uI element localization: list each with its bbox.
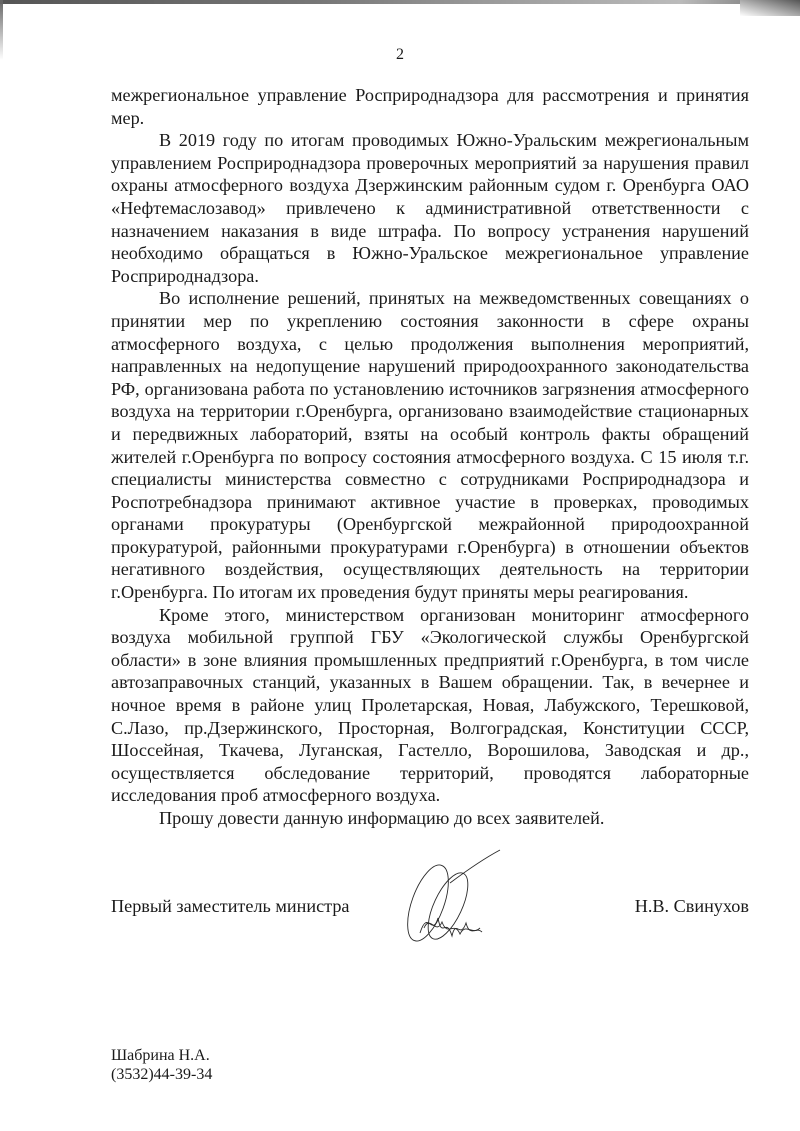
executor-info [111,1046,212,1084]
paragraph-interagency-measures: Во исполнение решений, принятых на межведомственных совещаниях о принятии мер по укреплению состояния законности в сфере охраны атмосферного воздуха, с целью продолжения выполнения мероприятий, направленных на недопущение нарушений природоохранного законодательства РФ, организована работа по установлению источников загрязнения атмосферного воздуха на территории г.Оренбурга, организовано взаимодействие стационарных и передвижных лабораторий, взяты на особый контроль факты обращений жителей г.Оренбурга по вопросу состояния атмосферного воздуха. С 15 июля т.г. специалисты министерства совместно с сотрудниками Росприроднадзора и Роспотребнадзора принимают активное участие в проверках, проводимых органами прокуратуры (Оренбургской межрайонной природоохранной прокуратурой, районными прокуратурами г.Оренбурга) в отношении объектов негативного воздействия, осуществляющих деятельность на территории г.Оренбурга. По итогам их проведения будут приняты меры реагирования. [111,288,749,603]
signature-loop-1 [399,860,456,946]
signatory-title: Первый заместитель министра [111,896,350,916]
page-number: 2 [396,46,404,63]
handwritten-signature [390,848,530,948]
signature-scribble-2 [424,922,480,934]
executor-phone: (3532)44-39-34 [111,1066,213,1083]
paragraph-2019-inspections: В 2019 году по итогам проводимых Южно-Уральским межрегиональным управлением Росприроднадзора проверочных мероприятий за нарушения правил охраны атмосферного воздуха Дзержинским районным судом г. Оренбурга ОАО «Нефтемаслозавод» привлечено к административной ответственности с назначением наказания в виде штрафа. По вопросу устранения нарушений необходимо обращаться в Южно-Уральское межрегиональное управление Росприроднадзора. [111,130,749,286]
scan-edge-shadow [0,0,800,4]
paragraph-continuation: межрегиональное управление Росприроднадзора для рассмотрения и принятия мер. [111,85,749,128]
signatory-name: Н.В. Свинухов [634,896,749,916]
letter-body [111,84,749,830]
executor-name: Шабрина Н.А. [111,1047,210,1064]
signature-tail [450,850,500,883]
paragraph-request: Прошу довести данную информацию до всех заявителей. [159,808,605,828]
paragraph-monitoring: Кроме этого, министерством организован мониторинг атмосферного воздуха мобильной группой ГБУ «Экологической службы Оренбургской области» в зоне влияния промышленных предприятий г.Оренбурга, в том числе автозаправочных станций, указанных в Вашем обращении. Так, в вечернее и ночное время в районе улиц Пролетарская, Новая, Лабужского, Терешковой, С.Лазо, пр.Дзержинского, Просторная, Волгоградская, Конституции СССР, Шоссейная, Ткачева, Луганская, Гастелло, Ворошилова, Заводская и др., осуществляется обследование территорий, проводятся лабораторные исследования проб атмосферного воздуха. [111,604,749,806]
scan-corner-shadow [740,0,800,16]
